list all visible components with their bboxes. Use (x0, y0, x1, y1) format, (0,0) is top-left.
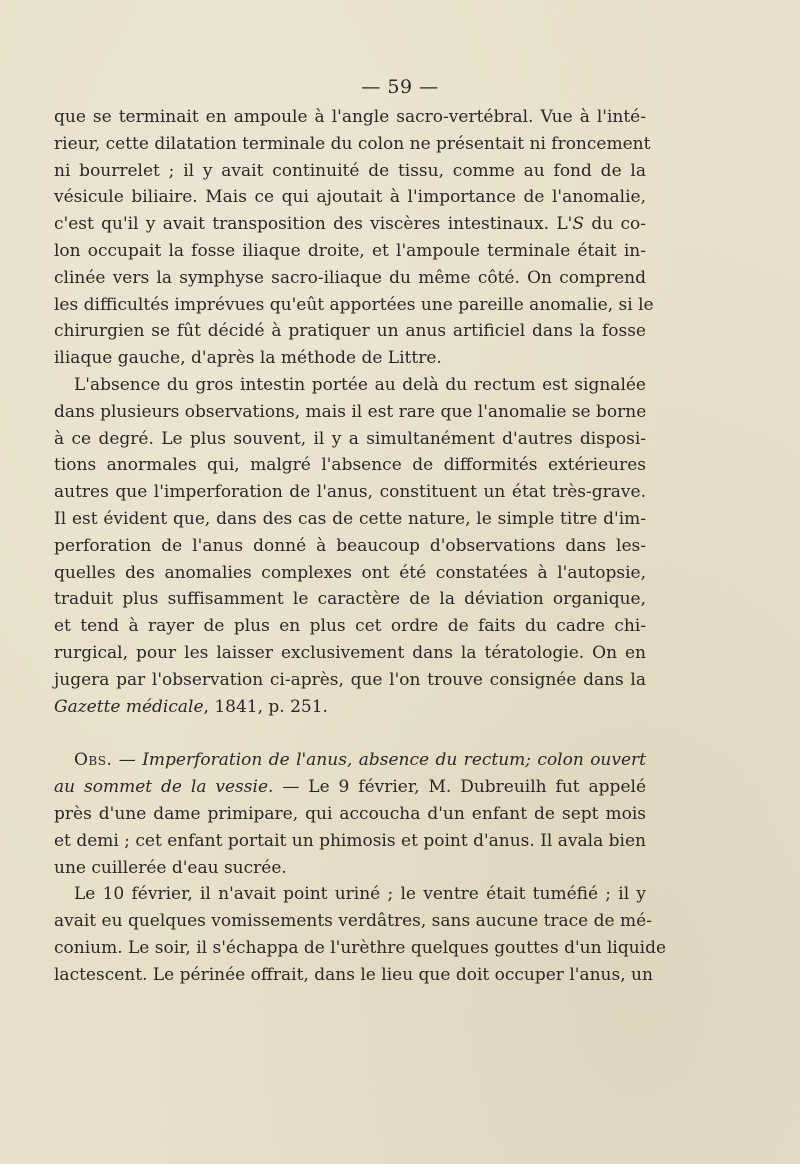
citation: , 1841, p. 251. (203, 696, 328, 717)
text-line (54, 774, 646, 801)
observation-title: Imperforation de l'anus, absence du rectum; colon ouvert (142, 750, 646, 771)
text-line: et demi ; cet enfant portait un phimosis et point d'anus. Il avala bien (54, 830, 646, 851)
text-segment: — Le 9 février, M. Dubreuilh fut appelé (273, 777, 646, 798)
text-column (54, 104, 667, 989)
page-number: — 59 — (361, 76, 439, 98)
text-line: autres que l'imperforation de l'anus, constituent un état très-grave. (54, 482, 646, 503)
text-line (54, 694, 646, 721)
text-line: jugera par l'observation ci-après, que l'on trouve consignée dans la (54, 669, 646, 690)
text-line: traduit plus suffisamment le caractère de la déviation organique, (54, 589, 646, 610)
text-line: à ce degré. Le plus souvent, il y a simultanément d'autres disposi- (54, 428, 646, 449)
text-line: tions anormales qui, malgré l'absence de difformités extérieures (54, 455, 646, 476)
observation-title-cont: au sommet de la vessie. (54, 777, 274, 798)
paragraph (54, 881, 667, 988)
text-line: Il est évident que, dans des cas de cette nature, le simple titre d'im- (54, 508, 646, 529)
text-line: avait eu quelques vomissements verdâtres, sans aucune trace de mé- (54, 911, 652, 932)
paragraph (54, 372, 646, 720)
text-line: les difficultés imprévues qu'eût apportées une pareille anomalie, si le (54, 294, 654, 315)
text-segment: c'est qu'il y avait transposition des viscères intestinaux. L' (54, 214, 573, 235)
observation (54, 747, 646, 881)
text-line: ni bourrelet ; il y avait continuité de tissu, comme au fond de la (54, 160, 646, 181)
text-line: que se terminait en ampoule à l'angle sacro-vertébral. Vue à l'inté- (54, 107, 646, 127)
text-line: rieur, cette dilatation terminale du colon ne présentait ni froncement (54, 133, 651, 154)
text-line: L'absence du gros intestin portée au delà du rectum est signalée (74, 374, 646, 395)
text-line: Le 10 février, il n'avait point uriné ; le ventre était tuméfié ; il y (74, 884, 646, 905)
text-line (54, 211, 646, 238)
text-line: quelles des anomalies complexes ont été constatées à l'autopsie, (54, 562, 646, 583)
text-line: près d'une dame primipare, qui accoucha d'un enfant de sept mois (54, 803, 646, 824)
observation-heading-line (54, 747, 646, 774)
text-line: conium. Le soir, il s'échappa de l'urèthre quelques gouttes d'un liquide (54, 937, 667, 958)
text-line: clinée vers la symphyse sacro-iliaque du même côté. On comprend (54, 267, 646, 288)
text-line: perforation de l'anus donné à beaucoup d'observations dans les- (54, 535, 646, 556)
paragraph-continuation (54, 104, 654, 372)
text-line: et tend à rayer de plus en plus cet ordre de faits du cadre chi- (54, 616, 646, 637)
italic-letter: S (572, 214, 584, 235)
text-line: vésicule biliaire. Mais ce qui ajoutait à l'importance de l'anomalie, (54, 187, 646, 208)
journal-title: Gazette médicale (54, 696, 204, 717)
observation-label: Obs. (74, 750, 113, 771)
text-line: chirurgien se fût décidé à pratiquer un anus artificiel dans la fosse (54, 321, 646, 342)
text-line: iliaque gauche, d'après la méthode de Littre. (54, 348, 442, 369)
text-line: une cuillerée d'eau sucrée. (54, 857, 287, 878)
dash: — (112, 750, 143, 771)
text-line: dans plusieurs observations, mais il est rare que l'anomalie se borne (54, 401, 647, 422)
text-segment: du co- (583, 214, 646, 235)
text-line: lactescent. Le périnée offrait, dans le lieu que doit occuper l'anus, un (54, 964, 653, 985)
section-gap (54, 720, 646, 747)
text-line: lon occupait la fosse iliaque droite, et l'ampoule terminale était in- (54, 240, 646, 261)
text-line: rurgical, pour les laisser exclusivement dans la tératologie. On en (54, 642, 646, 663)
